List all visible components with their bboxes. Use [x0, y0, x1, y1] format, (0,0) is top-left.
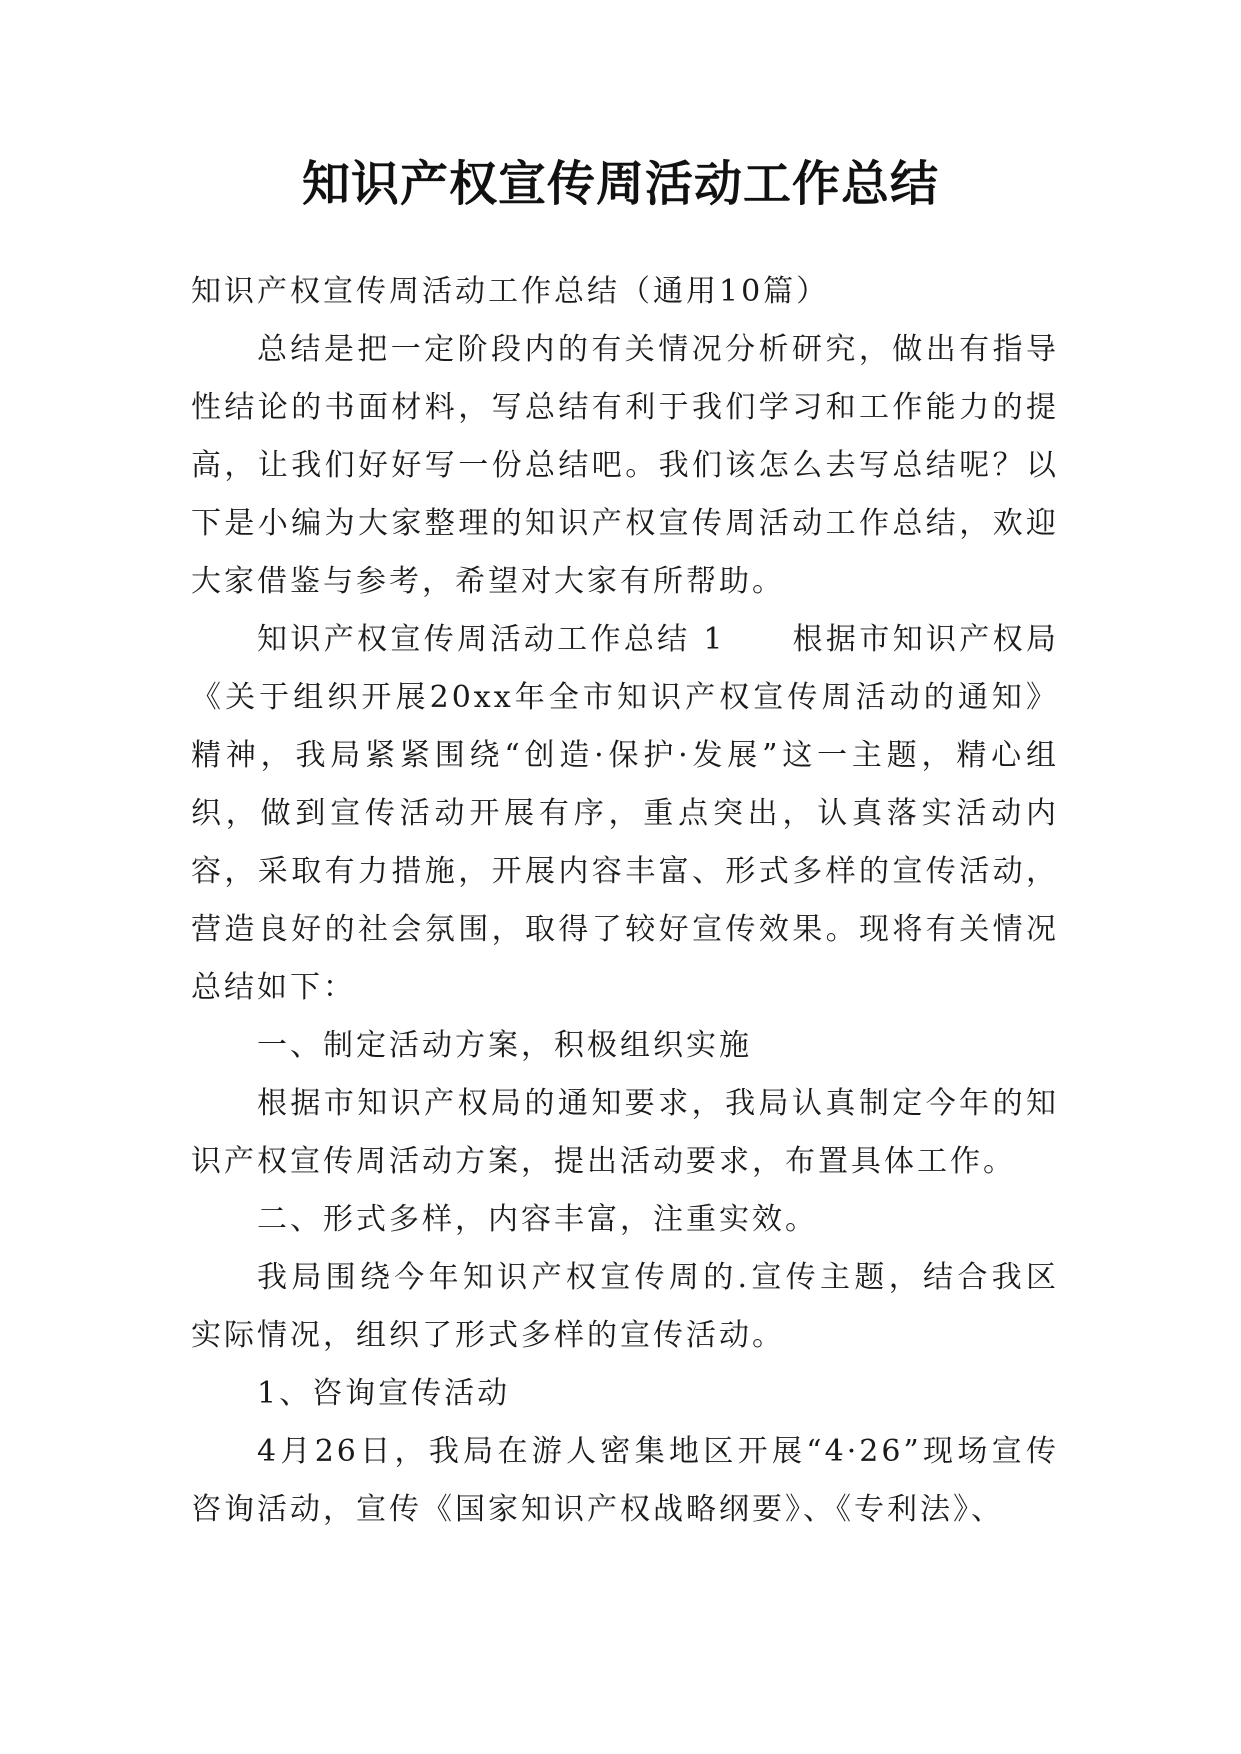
summary-1-paragraph: 知识产权宣传周活动工作总结 1 根据市知识产权局《关于组织开展20xx年全市知识产权宣传周活动的通知》精神，我局紧紧围绕“创造·保护·发展”这一主题，精心组织，做到宣传活动开展有序，重点突出，认真落实活动内容，采取有力措施，开展内容丰富、形式多样的宣传活动，营造良好的社会氛围，取得了较好宣传效果。现将有关情况总结如下：	[191, 622, 1059, 1005]
section-1-paragraph: 根据市知识产权局的通知要求，我局认真制定今年的知识产权宣传周活动方案，提出活动要求，布置具体工作。	[191, 1086, 1059, 1179]
document-body	[191, 263, 1059, 1539]
subtitle-paragraph: 知识产权宣传周活动工作总结（通用10篇）	[191, 274, 830, 309]
subsection-heading-1: 1、咨询宣传活动	[257, 1376, 511, 1411]
subsection-1-paragraph: 4月26日，我局在游人密集地区开展“4·26”现场宣传咨询活动，宣传《国家知识产权战略纲要》、《专利法》、	[191, 1434, 1059, 1527]
section-2-paragraph: 我局围绕今年知识产权宣传周的.宣传主题，结合我区实际情况，组织了形式多样的宣传活动。	[191, 1260, 1059, 1353]
document-title: 知识产权宣传周活动工作总结	[301, 156, 939, 212]
intro-paragraph: 总结是把一定阶段内的有关情况分析研究，做出有指导性结论的书面材料，写总结有利于我们学习和工作能力的提高，让我们好好写一份总结吧。我们该怎么去写总结呢？以下是小编为大家整理的知识产权宣传周活动工作总结，欢迎大家借鉴与参考，希望对大家有所帮助。	[191, 332, 1059, 599]
section-heading-2: 二、形式多样，内容丰富，注重实效。	[257, 1202, 818, 1237]
section-heading-1: 一、制定活动方案，积极组织实施	[257, 1028, 752, 1063]
